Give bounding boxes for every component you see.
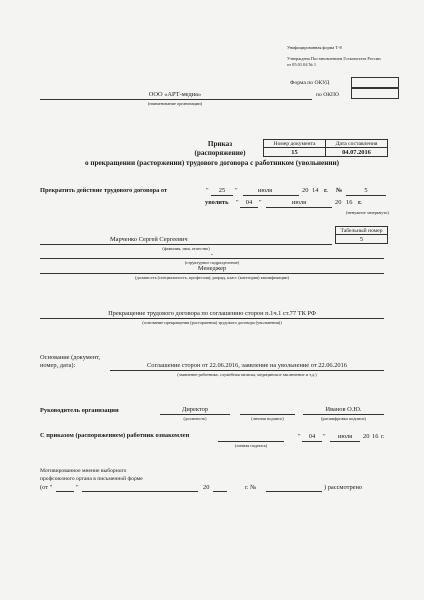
head-signature-caption: (личная подпись): [251, 416, 284, 421]
union-number-line: [266, 491, 322, 492]
head-name-caption: (расшифровка подписи): [321, 416, 366, 421]
dismiss-year-prefix: 20: [335, 199, 342, 206]
union-g-no: г. №: [245, 484, 257, 491]
employee-position: Менеджер: [197, 265, 227, 272]
dismiss-g: г.: [358, 199, 362, 206]
head-name: Иванов О.Ю.: [325, 406, 362, 413]
head-position-caption: (должность): [183, 416, 207, 421]
acq-quote-close: ": [323, 433, 326, 440]
dismiss-quote-open: ": [236, 199, 239, 206]
acq-g: г.: [381, 433, 385, 440]
position-line: [40, 273, 384, 274]
head-position: Директор: [182, 406, 208, 413]
doc-date-header: Дата составления: [325, 139, 388, 148]
acq-year: 16: [372, 433, 379, 440]
dismiss-year: 16: [346, 199, 353, 206]
title-subject: о прекращении (расторжении) трудового договора с работником (увольнении): [84, 159, 340, 167]
acq-year-prefix: 20: [363, 433, 370, 440]
dismiss-month: июля: [291, 199, 307, 206]
head-label: Руководитель организации: [40, 407, 119, 414]
union-from-close: ": [76, 484, 79, 491]
department-caption: (структурное подразделение): [184, 260, 240, 265]
contract-day-line: [211, 195, 233, 196]
form-label: Унифицированная форма Т-8: [287, 45, 342, 50]
union-year-prefix: 20: [203, 484, 210, 491]
acq-day-line: [302, 441, 322, 442]
acquainted-signature-line: [218, 441, 284, 442]
doc-number-value: 15: [263, 147, 326, 157]
acq-month-line: [330, 441, 360, 442]
dismiss-day: 04: [245, 199, 253, 206]
title-order: Приказ: [207, 140, 233, 148]
head-position-line: [160, 414, 230, 415]
okpo-code-box: [351, 88, 399, 99]
okud-code-box: [351, 77, 399, 88]
basis-text: Соглашение сторон от 22.06.2016, заявление на увольнение от 22.06.2016: [147, 362, 347, 369]
basis-label1: Основание (документ,: [40, 354, 101, 361]
okpo-label: по ОКПО: [316, 92, 340, 98]
union-day-line: [56, 491, 74, 492]
acq-month: июля: [337, 433, 353, 440]
employee-department: -: [210, 251, 214, 258]
dismiss-label: уволить: [205, 199, 229, 206]
acq-day: 04: [308, 433, 316, 440]
position-caption: (должность (специальность, профессия), разряд, класс (категория) квалификации): [135, 275, 289, 280]
employee-name-caption: (фамилия, имя, отчество): [162, 246, 210, 251]
okud-label: Форма по ОКУД: [290, 80, 330, 86]
contract-number: 5: [364, 187, 368, 194]
union-considered: ) рассмотрено: [324, 484, 363, 491]
approved-line2: от 05.01.04 № 1: [287, 62, 317, 67]
acquainted-signature-caption: (личная подпись): [234, 443, 268, 448]
contract-g: г.: [324, 187, 328, 194]
acquainted-label: С приказом (распоряжением) работник ознакомлен: [40, 432, 190, 439]
contract-month-line: [243, 195, 299, 196]
reason-line: [40, 318, 384, 319]
employee-name: Марченко Сергей Сергеевич: [110, 236, 188, 243]
dismiss-day-line: [240, 207, 258, 208]
basis-label2: номер, дата):: [40, 362, 76, 369]
head-signature-line: [240, 414, 295, 415]
dismiss-quote-close: ": [259, 199, 262, 206]
contract-label: Прекратить действие трудового договора от: [40, 187, 168, 194]
acq-quote-open: ": [298, 433, 301, 440]
doc-number-header: Номер документа: [263, 139, 326, 148]
contract-no-label: №: [336, 187, 343, 194]
head-name-line: [303, 414, 384, 415]
union-line1: Мотивированное мнение выборного: [40, 468, 127, 474]
contract-quote-open: ": [206, 187, 209, 194]
title-instruction: (распоряжение): [194, 149, 246, 157]
basis-caption: (заявление работника, служебная записка, медицинское заключение и т.д.): [177, 372, 317, 377]
org-name: ООО «АРТ-медиа»: [148, 91, 202, 98]
basis-line: [110, 370, 384, 371]
dismiss-month-line: [266, 207, 332, 208]
employee-name-line: [40, 244, 332, 245]
org-caption: (наименование организации): [147, 101, 203, 106]
doc-date-value: 04.07.2016: [325, 147, 388, 157]
reason-caption: (основание прекращения (расторжения) трудового договора (увольнения)): [142, 320, 282, 325]
contract-day: 25: [218, 187, 226, 194]
org-underline: [40, 99, 312, 100]
contract-month: июля: [257, 187, 273, 194]
contract-year-prefix: 20: [302, 187, 309, 194]
contract-number-line: [346, 195, 386, 196]
strike-note: (ненужное зачеркнуть): [346, 210, 389, 215]
reason-text: Прекращение трудового договора по соглашению сторон п.1ч.1 ст.77 ТК РФ: [108, 310, 316, 317]
tab-number-header: Табельный номер: [335, 226, 388, 235]
union-line2: профсоюзного органа в письменной форме: [40, 476, 143, 482]
tab-number-value: 5: [335, 234, 388, 244]
contract-quote-close: ": [235, 187, 238, 194]
union-year-line: [213, 491, 227, 492]
union-month-line: [82, 491, 198, 492]
approved-line1: Утверждена Постановлением Госкомстата России: [287, 56, 381, 61]
contract-year: 14: [312, 187, 319, 194]
union-from-open: (от ": [40, 484, 53, 491]
department-line: [40, 258, 384, 259]
